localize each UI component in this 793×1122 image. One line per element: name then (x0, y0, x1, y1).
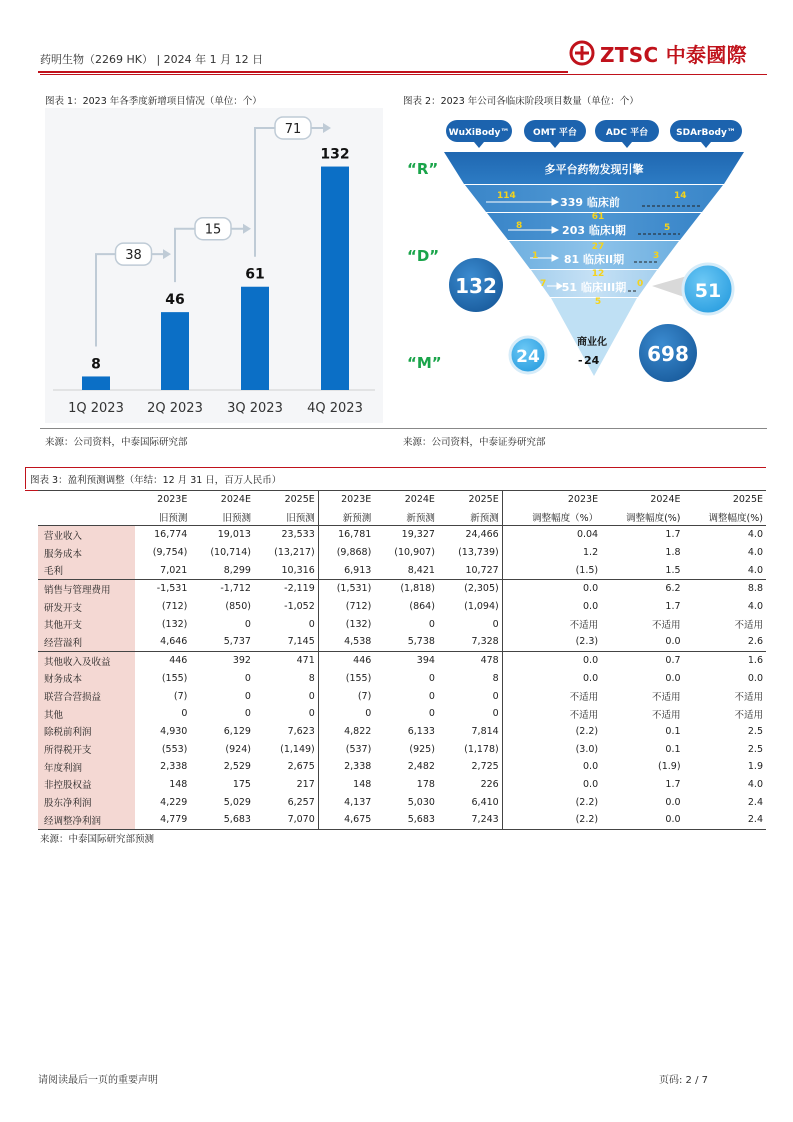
table-cell: 2.5 (747, 725, 763, 737)
table-cell: (1.9) (658, 761, 681, 773)
table-cell: 6,133 (407, 725, 435, 737)
table-cell: 4,229 (160, 796, 188, 808)
table-cell: (1,094) (464, 601, 499, 613)
platform-pills (446, 120, 742, 148)
row-label: 销售与管理费用 (38, 580, 135, 598)
table-cell: (553) (161, 743, 188, 755)
table-cell: 6,129 (223, 725, 251, 737)
table-cell: 2.6 (747, 636, 763, 648)
table-cell: 1.7 (665, 778, 681, 790)
row-label: 服务成本 (38, 544, 135, 562)
column-header: 新预测 (438, 508, 502, 526)
row-label: 除税前利润 (38, 723, 135, 741)
pill-pointer (622, 142, 632, 148)
table-cell: 0 (308, 618, 315, 630)
category-label: 1Q 2023 (68, 401, 124, 416)
forecast-table-body (38, 491, 766, 830)
figure1-source: 来源：公司资料，中泰国际研究部 (45, 437, 188, 448)
table-cell: (2.2) (502, 811, 601, 829)
table-cell: 7,021 (160, 564, 188, 576)
table-cell: (155) (161, 672, 188, 684)
row-label: 研发开支 (38, 598, 135, 616)
table-cell: (9,754) (152, 547, 188, 559)
table-cell: 217 (296, 778, 315, 790)
table-cell: 0.0 (502, 580, 601, 598)
table-cell: 226 (480, 778, 499, 790)
table-cell: 0 (181, 708, 188, 720)
table-cell: 0 (428, 618, 435, 630)
table-cell: 不适用 (734, 692, 763, 704)
table-cell: (10,714) (210, 547, 251, 559)
column-header: 2025E (438, 491, 502, 509)
row-label: 毛利 (38, 561, 135, 579)
increment-connector (96, 254, 163, 346)
advance-value: 27 (591, 242, 605, 252)
table-cell: (1,178) (464, 743, 499, 755)
category-label: 4Q 2023 (307, 401, 363, 416)
table-cell: 1.2 (502, 544, 601, 562)
table-cell: 0.0 (502, 598, 601, 616)
table-cell: -1,052 (284, 601, 315, 613)
row-label: 非控股权益 (38, 776, 135, 794)
row-label: 其他 (38, 705, 135, 723)
row-label: 股东净利润 (38, 793, 135, 811)
table-cell: 2,529 (223, 761, 251, 773)
table-cell: 7,328 (471, 636, 499, 648)
increment-value: 71 (284, 122, 302, 137)
table-cell: 4,675 (318, 811, 374, 829)
table-cell: 178 (416, 778, 435, 790)
category-label: 2Q 2023 (147, 401, 203, 416)
row-label: 所得税开支 (38, 740, 135, 758)
bar-value-label: 8 (91, 356, 101, 373)
header-corner-cell (38, 508, 135, 526)
column-header: 调整幅度(%) (684, 508, 766, 526)
table-cell: 4,779 (135, 811, 190, 829)
table-row (38, 580, 766, 598)
table-cell: 148 (169, 778, 188, 790)
figure-source-rule (40, 428, 767, 429)
column-header: 2023E (135, 491, 190, 509)
bubble-value: 698 (647, 342, 689, 366)
table-cell: 0.0 (601, 811, 683, 829)
table-cell: (2.2) (502, 793, 601, 811)
table-cell: 8.8 (684, 580, 766, 598)
commercial-value: 24 (584, 354, 600, 367)
commercial-dash: - (578, 354, 583, 367)
table-cell: 2.4 (747, 796, 763, 808)
column-header: 旧预测 (190, 508, 254, 526)
table-cell: 0 (492, 690, 499, 702)
engine-label: 多平台药物发现引擎 (544, 163, 644, 176)
table-cell: 7,145 (287, 636, 315, 648)
table-cell: 8 (492, 672, 499, 684)
table-cell: (1,531) (318, 580, 374, 598)
inflow-value: 7 (540, 279, 547, 289)
stage-label: 51 临床III期 (561, 281, 627, 294)
table-cell: (155) (318, 670, 374, 688)
table-cell: 1.5 (665, 564, 681, 576)
table-cell: (7) (318, 687, 374, 705)
table-cell: 不适用 (652, 709, 681, 721)
column-header: 旧预测 (254, 508, 318, 526)
advance-value: 12 (591, 269, 605, 279)
table-cell: (7) (173, 690, 188, 702)
table-cell: 0.04 (502, 526, 601, 544)
bar-value-label: 46 (165, 292, 185, 309)
table-cell: 5,737 (223, 636, 251, 648)
table-cell: 0 (318, 705, 374, 723)
table-cell: 不适用 (734, 620, 763, 632)
table-cell: 24,466 (465, 529, 499, 541)
table-cell: 不适用 (502, 687, 601, 705)
platform-label: WuXiBody™ (448, 128, 510, 138)
table-cell: 4,646 (160, 636, 188, 648)
outflow-value: 3 (653, 251, 660, 261)
table-cell: 446 (318, 651, 374, 669)
platform-label: OMT 平台 (533, 128, 577, 138)
column-header: 2023E (318, 491, 374, 509)
table-row (38, 723, 766, 741)
table-cell: 6.2 (601, 580, 683, 598)
table-cell: 19,327 (401, 529, 435, 541)
increment-arrowhead (163, 249, 171, 259)
pill-pointer (550, 142, 560, 148)
table-cell: 1.8 (665, 547, 681, 559)
column-header: 调整幅度（%） (502, 508, 601, 526)
table-cell: 7,814 (471, 725, 499, 737)
table-row (38, 615, 766, 633)
table-cell: 4.0 (747, 547, 763, 559)
inflow-value: 8 (516, 221, 523, 231)
table-cell: 148 (318, 776, 374, 794)
table-cell: 0.1 (665, 743, 681, 755)
table-cell: 6,410 (471, 796, 499, 808)
row-label: 财务成本 (38, 670, 135, 688)
table-cell: (9,868) (318, 544, 374, 562)
bar-chart-svg (45, 108, 383, 423)
increment-value: 15 (204, 222, 222, 238)
table-cell: 4,137 (318, 793, 374, 811)
table-row (38, 687, 766, 705)
table-cell: (3.0) (502, 740, 601, 758)
table-cell: (132) (161, 618, 188, 630)
table-cell: 5,030 (407, 796, 435, 808)
table-header-row (38, 508, 766, 526)
table-cell: 19,013 (217, 529, 251, 541)
table-cell: 478 (438, 651, 502, 669)
table-cell: 1.7 (665, 529, 681, 541)
table-cell: 0 (492, 618, 499, 630)
table-cell: (2.3) (502, 633, 601, 651)
commercial-label: 商业化 (577, 337, 607, 348)
table-title-left-border (25, 468, 26, 489)
table-cell: 0.0 (502, 670, 601, 688)
outflow-value: 14 (674, 191, 687, 201)
table-cell: 0.7 (601, 651, 683, 669)
category-label: 3Q 2023 (227, 401, 283, 416)
table-row (38, 544, 766, 562)
header-rule-thin (40, 74, 767, 75)
table-cell: 4,822 (318, 723, 374, 741)
table-cell: (537) (318, 740, 374, 758)
table-cell: 1.9 (747, 761, 763, 773)
column-header: 新预测 (374, 508, 438, 526)
header-rule (38, 71, 568, 73)
table-cell: 0.0 (747, 672, 763, 684)
table-cell: 5,683 (190, 811, 254, 829)
table-cell: 7,623 (287, 725, 315, 737)
table-cell: 4,930 (160, 725, 188, 737)
table-cell: 0 (308, 708, 315, 720)
table-cell: 2,338 (318, 758, 374, 776)
table-row (38, 811, 766, 829)
table-cell: -2,119 (254, 580, 318, 598)
table-cell: (712) (161, 601, 188, 613)
row-label: 经调整净利润 (38, 811, 135, 829)
table-cell: 0.1 (665, 725, 681, 737)
table-cell: 2.4 (684, 811, 766, 829)
bar (82, 376, 110, 390)
table-cell: 8,421 (407, 564, 435, 576)
table-cell: 7,243 (438, 811, 502, 829)
row-label: 经营溢利 (38, 633, 135, 651)
stage-label: 203 临床I期 (562, 224, 626, 237)
stage-label: 339 临床前 (560, 196, 620, 209)
table-row (38, 705, 766, 723)
column-header: 2024E (190, 491, 254, 509)
table-cell: 7,070 (254, 811, 318, 829)
table-row (38, 793, 766, 811)
table-row (38, 651, 766, 669)
table-cell: 175 (232, 778, 251, 790)
platform-label: ADC 平台 (605, 128, 649, 138)
table-row (38, 526, 766, 544)
table-cell: 10,727 (465, 564, 499, 576)
table-cell: 2,482 (407, 761, 435, 773)
table-cell: 5,029 (223, 796, 251, 808)
table-row (38, 670, 766, 688)
figure2-caption: 图表 2：2023 年公司各临床阶段项目数量（单位：个） (403, 96, 639, 107)
table-source: 来源：中泰国际研究部预测 (40, 834, 155, 845)
stage-letter-r: “R” (407, 160, 439, 178)
figure2-source: 来源：公司资料，中泰证券研究部 (403, 437, 546, 448)
table-cell: (1.5) (502, 561, 601, 579)
ztsc-logo-icon (569, 40, 595, 66)
row-label: 联营合营损益 (38, 687, 135, 705)
pill-pointer (474, 142, 484, 148)
increment-arrowhead (243, 224, 251, 234)
table-row (38, 758, 766, 776)
column-header: 2025E (254, 491, 318, 509)
table-cell: 不适用 (502, 615, 601, 633)
column-header: 调整幅度(%) (601, 508, 683, 526)
bar (321, 167, 349, 390)
table-cell: 1.6 (684, 651, 766, 669)
stage-label: 81 临床II期 (563, 253, 625, 266)
table-cell: -1,531 (135, 580, 190, 598)
table-cell: 0 (244, 672, 251, 684)
increment-value: 38 (125, 248, 142, 264)
table-cell: (925) (409, 743, 435, 755)
column-header: 2024E (601, 491, 683, 509)
table-cell: 6,257 (287, 796, 315, 808)
row-label: 其他收入及收益 (38, 651, 135, 669)
table-cell: (1,818) (374, 580, 438, 598)
footer-page-number: 页码: 2 / 7 (659, 1075, 708, 1086)
table-cell: 4.0 (747, 601, 763, 613)
table-cell: 不适用 (734, 709, 763, 721)
table-cell: 4.0 (747, 778, 763, 790)
table-row (38, 633, 766, 651)
table-cell: (712) (318, 598, 374, 616)
brand-logo (569, 38, 747, 68)
table-cell: 0.0 (502, 651, 601, 669)
pill-pointer (701, 142, 711, 148)
table-cell: 16,781 (318, 526, 374, 544)
table-cell: 0 (428, 690, 435, 702)
increment-connector (255, 128, 323, 257)
bubble-value: 132 (455, 274, 497, 298)
header-corner-cell (38, 491, 135, 509)
platform-label: SDArBody™ (676, 128, 736, 138)
table-cell: -1,712 (190, 580, 254, 598)
table-cell: (864) (409, 601, 435, 613)
table-cell: 0.0 (502, 776, 601, 794)
footer-disclaimer: 请阅读最后一页的重要声明 (38, 1075, 158, 1086)
table-cell: 0.0 (502, 758, 601, 776)
inflow-value: 1 (532, 251, 539, 261)
stage-letter-m: “M” (407, 354, 442, 372)
table-cell: (10,907) (394, 547, 435, 559)
table-cell: (132) (318, 615, 374, 633)
table-cell: 4,538 (318, 633, 374, 651)
table-header-row (38, 491, 766, 509)
table-cell: 1.7 (665, 601, 681, 613)
table-cell: 8,299 (223, 564, 251, 576)
table-row (38, 598, 766, 616)
column-header: 2024E (374, 491, 438, 509)
table-cell: 5,738 (407, 636, 435, 648)
clinical-funnel-diagram (402, 108, 747, 400)
table-cell: 0.0 (665, 796, 681, 808)
table-cell: 0 (428, 708, 435, 720)
table-cell: 446 (135, 651, 190, 669)
funnel-svg (402, 108, 747, 400)
column-header: 旧预测 (135, 508, 190, 526)
table-cell: 5,683 (374, 811, 438, 829)
table-cell: 不适用 (652, 620, 681, 632)
table-cell: 16,774 (154, 529, 188, 541)
table-row (38, 776, 766, 794)
table-cell: 不适用 (502, 705, 601, 723)
outflow-value: 5 (664, 223, 671, 233)
row-label: 年度利润 (38, 758, 135, 776)
table-cell: 10,316 (281, 564, 315, 576)
table-cell: 0 (244, 708, 251, 720)
advance-value: 5 (594, 297, 602, 307)
increment-arrowhead (323, 123, 331, 133)
table-cell: 2,725 (471, 761, 499, 773)
bar (161, 312, 189, 390)
inflow-value: 114 (497, 191, 516, 201)
table-row (38, 740, 766, 758)
table-cell: 0.0 (665, 636, 681, 648)
table-cell: (850) (225, 601, 251, 613)
table-cell: 2,338 (160, 761, 188, 773)
table-cell: 2,675 (287, 761, 315, 773)
table-row (38, 561, 766, 579)
figure1-caption: 图表 1：2023 年各季度新增项目情况（单位：个） (45, 96, 262, 107)
row-label: 营业收入 (38, 526, 135, 544)
forecast-table (38, 490, 766, 830)
table-cell: (2,305) (438, 580, 502, 598)
row-label: 其他开支 (38, 615, 135, 633)
table-cell: 0.0 (665, 672, 681, 684)
table-cell: (2.2) (502, 723, 601, 741)
logo-text: ZTSC 中泰國際 (600, 42, 747, 67)
table-cell: (1,149) (280, 743, 315, 755)
table-cell: (13,739) (458, 547, 499, 559)
table-cell: 471 (254, 651, 318, 669)
table-cell: 0 (308, 690, 315, 702)
bar-value-label: 61 (245, 266, 265, 283)
table-cell: 6,913 (318, 561, 374, 579)
table-cell: 0 (244, 618, 251, 630)
report-header-title: 药明生物（2269 HK） | 2024 年 1 月 12 日 (40, 53, 264, 66)
table-cell: 4.0 (747, 564, 763, 576)
bar-value-label: 132 (320, 146, 350, 163)
table-cell: 394 (374, 651, 438, 669)
table-cell: (13,217) (274, 547, 315, 559)
table-cell: 0 (244, 690, 251, 702)
advance-value: 61 (591, 212, 605, 222)
column-header: 2023E (502, 491, 601, 509)
quarterly-projects-chart (45, 108, 383, 423)
table-cell: 392 (190, 651, 254, 669)
column-header: 2025E (684, 491, 766, 509)
table-cell: 4.0 (747, 529, 763, 541)
bar (241, 287, 269, 390)
bubble-value: 24 (516, 347, 540, 367)
table-cell: 8 (308, 672, 315, 684)
bubble-value: 51 (694, 280, 722, 302)
table-cell: (924) (225, 743, 251, 755)
stage-letter-d: “D” (407, 247, 440, 265)
outflow-value: 0 (637, 279, 644, 289)
table-cell: 23,533 (281, 529, 315, 541)
table-cell: 0 (428, 672, 435, 684)
table-title: 图表 3：盈利预测调整（年结：12 月 31 日，百万人民币） (30, 475, 282, 486)
column-header: 新预测 (318, 508, 374, 526)
table-cell: 0 (492, 708, 499, 720)
table-cell: 不适用 (652, 692, 681, 704)
table-cell: 2.5 (747, 743, 763, 755)
